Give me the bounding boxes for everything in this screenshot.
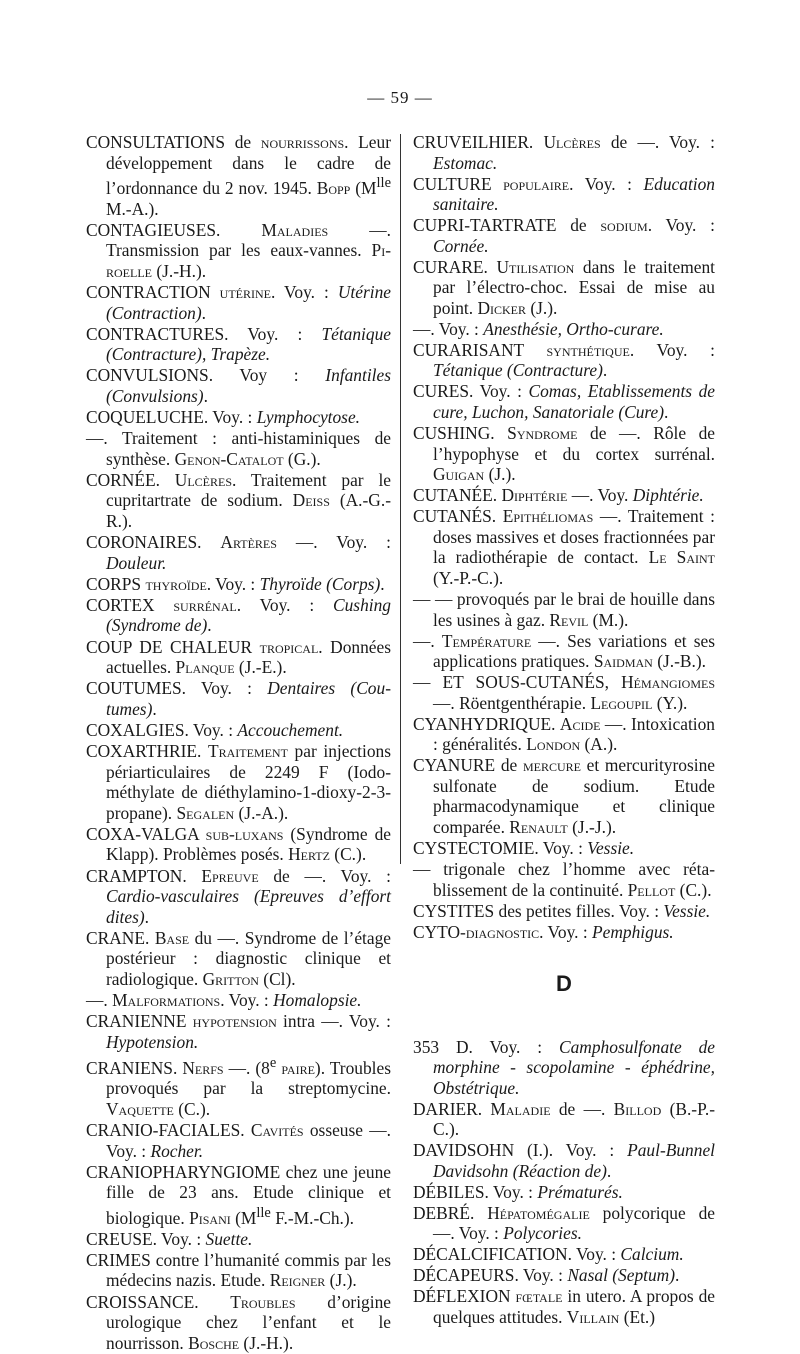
index-entry: CYSTITES des petites filles. Voy. : Vessie. (413, 900, 711, 921)
index-entry: — — provoqués par le brai de houille dans les usines à gaz. Revil (M.). (413, 588, 715, 630)
index-entry: CUPRI-TARTRATE de sodium. Voy. : Cornée. (413, 215, 715, 256)
index-entry: COQUELUCHE. Voy. : Lymphocytose. (86, 407, 361, 428)
index-entry: DÉCALCIFICATION. Voy. : Calcium. (413, 1244, 684, 1265)
index-entry: CUSHING. Syndrome de —. Rôle de l’hypophyse et du cortex surrénal. Guigan (J.). (413, 423, 715, 485)
index-entry: CUTANÉE. Diphtérie —. Voy. Diphtérie. (413, 485, 704, 506)
index-entry: CYTO-diagnostic. Voy. : Pemphigus. (413, 921, 674, 942)
index-entry: CURARE. Utilisation dans le traitement par l’électro-choc. Essai de mise au point. Dicker (J.). (413, 256, 716, 318)
index-entry: —. Malformations. Voy. : Homalopsie. (86, 990, 362, 1011)
index-entry: CURARISANT synthétique. Voy. : Tétanique (Contracture). (413, 339, 715, 381)
index-entry: CONTAGIEUSES. Maladies —. Transmission par les eaux-vannes. Piroelle (J.-H.). (86, 219, 391, 281)
index-entry: CONTRACTION utérine. Voy. : Utérine (Contraction). (86, 281, 391, 323)
index-entry: CORONAIRES. Artères —. Voy. : Douleur. (86, 532, 391, 573)
index-entry: DÉCAPEURS. Voy. : Nasal (Septum). (413, 1265, 680, 1286)
d-entries (413, 1037, 715, 1327)
index-entry: CORNÉE. Ulcères. Traitement par le cupritartrate de sodium. Deiss (A.-G.-R.). (86, 469, 391, 531)
index-entry: CRIMES contre l’humanité commis par les médecins nazis. Etude. Reigner (J.). (86, 1249, 391, 1291)
index-entry: — trigonale chez l’homme avec rétablissement de la continuité. Pellot (C.). (413, 859, 715, 900)
index-entry: CYANHYDRIQUE. Acide —. Intoxication : généralités. London (A.). (413, 713, 715, 755)
index-entry: CRANIO-FACIALES. Cavités osseuse —. Voy. : Rocher. (86, 1120, 391, 1161)
page-number: — 59 — (367, 88, 433, 107)
index-entry: CRUVEILHIER. Ulcères de —. Voy. : Estomac. (413, 132, 715, 173)
index-entry: CONTRACTURES. Voy. : Tétanique (Contracture), Trapèze. (86, 323, 391, 365)
index-entry: CRANE. Base du —. Syndrome de l’étage postérieur : diagnostic clinique et radiologique. Gritton (Cl). (86, 927, 392, 990)
index-entry: CROISSANCE. Troubles d’origine urologique chez l’enfant et le nourrisson. Bosche (J.-H.). (86, 1291, 391, 1353)
index-entry: DÉFLEXION fœtale in utero. A propos de quelques attitudes. Villain (Et.) (413, 1285, 715, 1327)
index-entry: —. Température —. Ses variations et ses applications pratiques. Saidman (J.-B.). (413, 630, 715, 672)
left-column (86, 132, 391, 1354)
column-divider (400, 134, 401, 864)
index-entry: COXARTHRIE. Traitement par injections périarticulaires de 2249 F (Iodo-méthylate de diéthylamino-1-dioxy-2-3-propane). Segalen (J.-A.). (86, 741, 391, 823)
index-entry: — ET SOUS-CUTANÉS, Hémangiomes —. Röentgenthérapie. Legoupil (Y.). (413, 672, 715, 713)
index-entry: CUTANÉS. Epithéliomas —. Traitement : doses massives et doses fractionnées par la radiothérapie de contact. Le Saint (Y.-P.-C.). (413, 506, 715, 588)
index-entry: COUP DE CHALEUR tropical. Données actuelles. Planque (J.-E.). (86, 636, 391, 678)
index-entry: —. Traitement : anti-histaminiques de synthèse. Genon-Catalot (G.). (86, 428, 391, 469)
index-entry: CORTEX surrénal. Voy. : Cushing (Syndrome de). (86, 594, 391, 636)
index-entry: DARIER. Maladie de —. Billod (B.-P.-C.). (413, 1098, 715, 1140)
index-entry: CULTURE populaire. Voy. : Education sanitaire. (413, 173, 715, 215)
index-entry: CRANIOPHARYNGIOME chez une jeune fille de 23 ans. Etude clinique et biologique. Pisani ($M^{lle}$ F.-M.-Ch.). (86, 1161, 391, 1228)
index-entry: —. Voy. : Anesthésie, Ortho-curare. (413, 318, 664, 339)
index-entry: CORPS thyroïde. Voy. : Thyroïde (Corps). (86, 573, 385, 594)
index-entry: COUTUMES. Voy. : Dentaires (Coutumes). (86, 678, 391, 719)
section-letter: D (556, 971, 572, 997)
index-entry: CURES. Voy. : Comas, Etablissements de cure, Luchon, Sanatoriale (Cure). (413, 381, 716, 423)
index-entry: DAVIDSOHN (I.). Voy. : Paul-Bunnel Davidsohn (Réaction de). (413, 1140, 715, 1181)
index-entry: CRANIENS. Nerfs —. (8e paire). Troubles provoqués par la streptomycine. Vaquette (C.). (86, 1054, 391, 1119)
index-entry: DEBRÉ. Hépatomégalie polycorique de —. Voy. : Polycories. (413, 1202, 715, 1244)
c-entries (413, 132, 715, 942)
index-entry: CREUSE. Voy. : Suette. (86, 1228, 253, 1249)
index-entry: COXA-VALGA sub-luxans (Syndrome de Klapp). Problèmes posés. Hertz (C.). (86, 823, 391, 865)
index-entry: CONVULSIONS. Voy : Infantiles (Convulsions). (86, 365, 391, 406)
index-entry: CONSULTATIONS de nourrissons. Leur développement dans le cadre de l’ordonnance du 2 nov. 1945. Bopp ($M^{lle}$ M.-A.). (86, 132, 392, 219)
index-entry: CRANIENNE hypotension intra —. Voy. : Hypotension. (86, 1011, 391, 1052)
index-entry: COXALGIES. Voy. : Accouchement. (86, 719, 344, 740)
right-column (413, 132, 715, 1327)
index-entry: 353 D. Voy. : Camphosulfonate de morphine - scopolamine - éphédrine, Obstétrique. (413, 1036, 716, 1098)
index-entry: CYANURE de mercure et mercurityrosine sulfonate de sodium. Etude pharmacodynamique et clinique comparée. Renault (J.-J.). (413, 755, 715, 838)
index-entry: CRAMPTON. Epreuve de —. Voy. : Cardio-vasculaires (Epreuves d’effort dites). (86, 865, 391, 927)
index-entry: DÉBILES. Voy. : Prématurés. (413, 1181, 623, 1202)
index-entry: CYSTECTOMIE. Voy. : Vessie. (413, 838, 635, 859)
